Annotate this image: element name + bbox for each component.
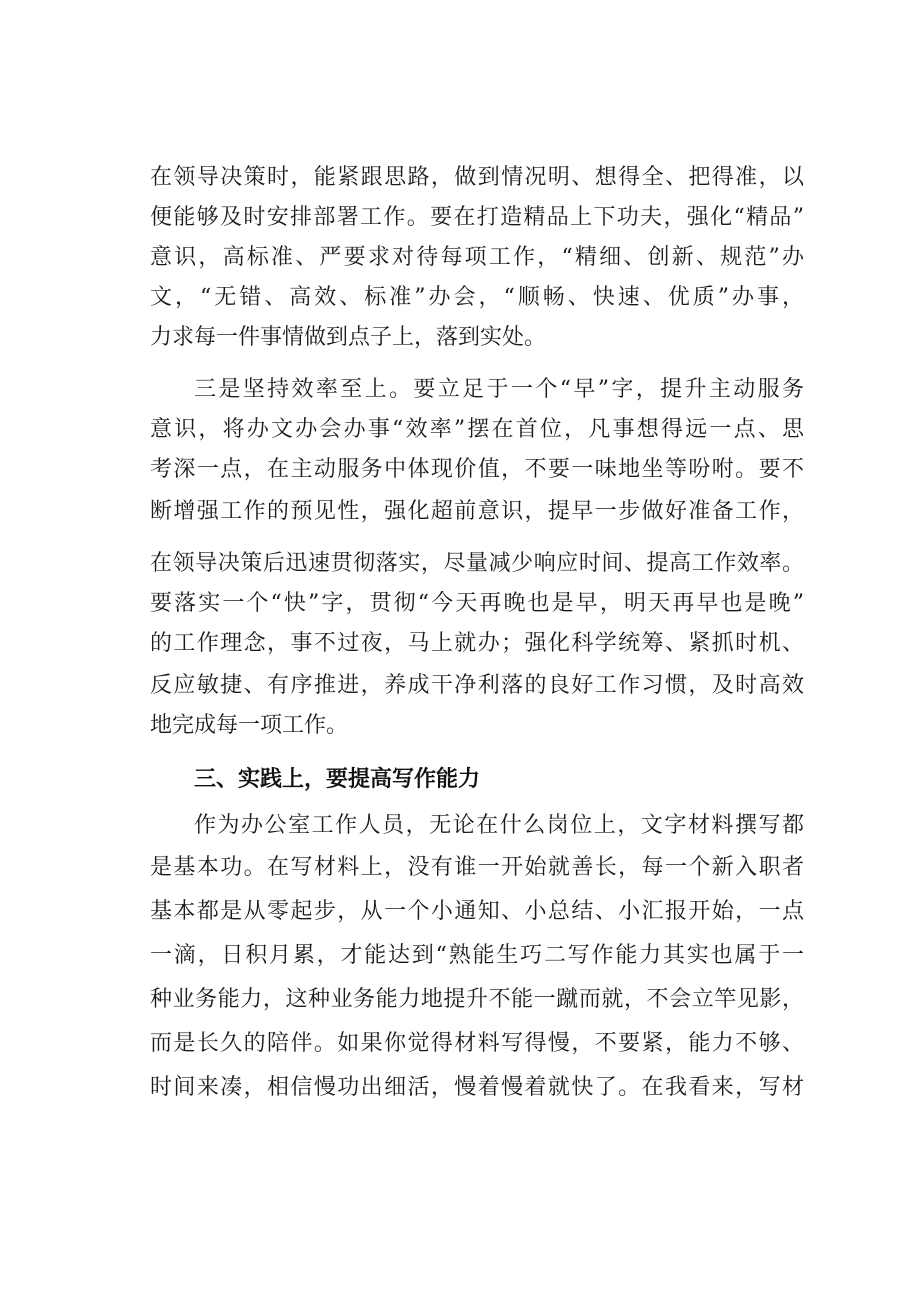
section-heading: 三、实践上，要提高写作能力 <box>194 767 481 792</box>
text-line: 一滴，日积月累，才能达到“熟能生巧二写作能力其实也属于一 <box>150 943 804 968</box>
text-line: 的工作理念，事不过夜，马上就办；强化科学统筹、紧抓时机、 <box>150 631 804 656</box>
text-line: 力求每一件事情做到点子上，落到实处。 <box>150 325 547 350</box>
text-line: 在领导决策时，能紧跟思路，做到情况明、想得全、把得准，以 <box>150 165 804 190</box>
text-line: 基本都是从零起步，从一个小通知、小总结、小汇报开始，一点 <box>150 899 804 924</box>
text-line: 时间来凑，相信慢功出细活，慢着慢着就快了。在我看来，写材 <box>150 1075 804 1100</box>
text-line: 反应敏捷、有序推进，养成干净利落的良好工作习惯，及时高效 <box>150 673 804 698</box>
text-line: 三是坚持效率至上。要立足于一个“早”字，提升主动服务 <box>194 377 804 402</box>
text-line: 在领导决策后迅速贯彻落实，尽量减少响应时间、提高工作效率。 <box>150 551 804 576</box>
text-line: 意识，将办文办会办事“效率”摆在首位，凡事想得远一点、思 <box>150 417 804 442</box>
text-line: 便能够及时安排部署工作。要在打造精品上下功夫，强化“精品” <box>150 205 804 230</box>
text-line: 文，“无错、高效、标准”办会，“顺畅、快速、优质”办事， <box>150 285 804 310</box>
text-line: 要落实一个“快”字，贯彻“今天再晚也是早，明天再早也是晚” <box>150 591 804 616</box>
text-line: 是基本功。在写材料上，没有谁一开始就善长，每一个新入职者 <box>150 855 804 880</box>
text-line: 种业务能力，这种业务能力地提升不能一蹴而就，不会立竿见影， <box>150 987 804 1012</box>
text-line: 而是长久的陪伴。如果你觉得材料写得慢，不要紧，能力不够、 <box>150 1031 804 1056</box>
text-line: 作为办公室工作人员，无论在什么岗位上，文字材料撰写都 <box>194 813 804 838</box>
text-line: 考深一点，在主动服务中体现价值，不要一味地坐等吩咐。要不 <box>150 457 804 482</box>
text-line: 断增强工作的预见性，强化超前意识，提早一步做好准备工作， <box>150 499 804 524</box>
text-line: 意识，高标准、严要求对待每项工作，“精细、创新、规范”办 <box>150 245 804 270</box>
text-line: 地完成每一项工作。 <box>150 713 349 738</box>
